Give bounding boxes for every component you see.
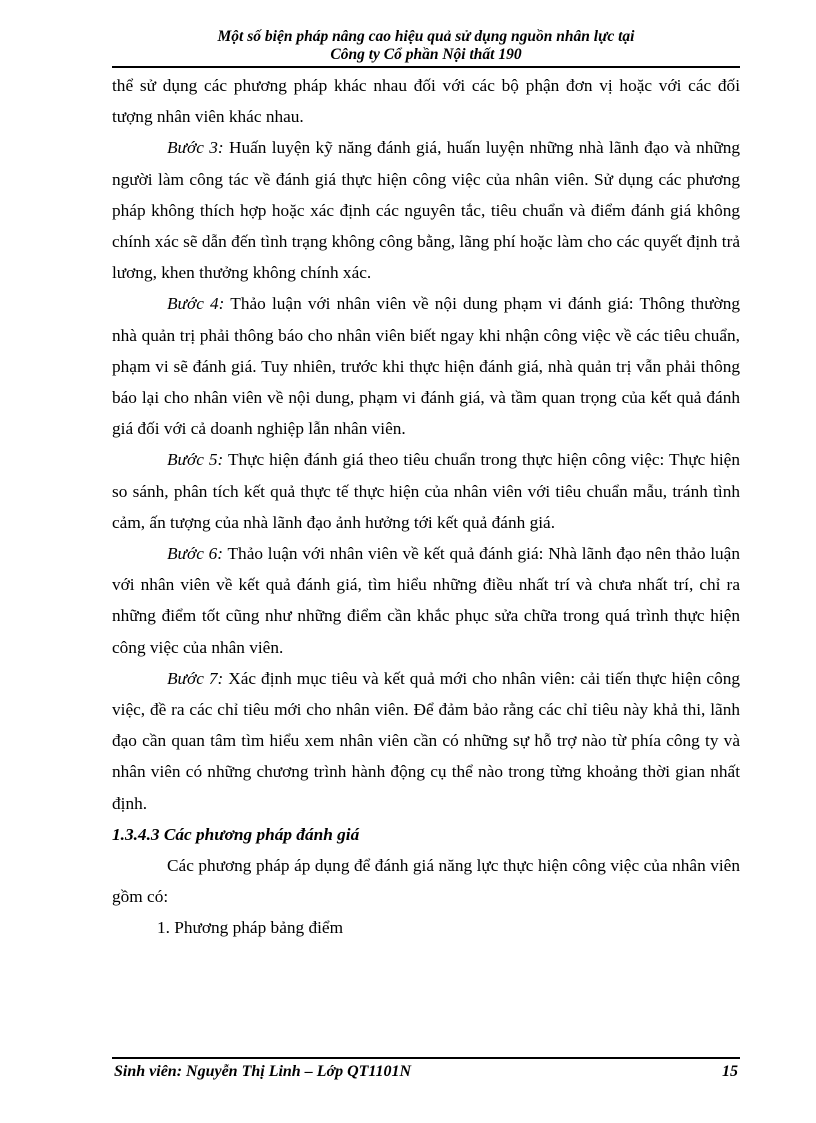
step-6-text: Thảo luận với nhân viên về kết quả đánh giá: Nhà lãnh đạo nên thảo luận với nhân viên về kết quả đánh giá, tìm hiểu những điều nhất trí và chưa nhất trí, chỉ ra những điểm tốt cũng như những điểm cần khắc phục sửa chữa trong quá trình thực hiện công việc của nhân viên. [112,544,740,657]
step-4-label: Bước 4: [167,294,225,314]
header-divider [112,66,740,68]
step-5-paragraph [112,444,740,538]
step-4-paragraph [112,288,740,444]
step-4-text: Thảo luận với nhân viên về nội dung phạm vi đánh giá: Thông thường nhà quản trị phải thông báo cho nhân viên biết ngay khi nhận công việc về các tiêu chuẩn, phạm vi sẽ đánh giá. Tuy nhiên, trước khi thực hiện đánh giá, nhà quản trị vẫn phải thông báo lại cho nhân viên về nội dung, phạm vi đánh giá, và tầm quan trọng của kết quả đánh giá đối với cả doanh nghiệp lẫn nhân viên. [112,294,740,439]
footer-author: Sinh viên: Nguyễn Thị Linh – Lớp QT1101N [114,1063,412,1080]
footer-divider [112,1057,740,1059]
step-5-label: Bước 5: [167,450,224,470]
step-7-label: Bước 7: [167,668,224,688]
step-6-paragraph [112,538,740,663]
step-3-text: Huấn luyện kỹ năng đánh giá, huấn luyện những nhà lãnh đạo và những người làm công tác về đánh giá thực hiện công việc của nhân viên. Sử dụng các phương pháp không thích hợp hoặc xác định các nguyên tắc, tiêu chuẩn và điểm đánh giá không chính xác sẽ dẫn đến tình trạng không công bằng, lãng phí hoặc làm cho các quyết định trả lương, khen thưởng không chính xác. [112,138,740,283]
step-7-text: Xác định mục tiêu và kết quả mới cho nhân viên: cải tiến thực hiện công việc, đề ra các chỉ tiêu mới cho nhân viên. Để đảm bảo rằng các chỉ tiêu này khả thi, lãnh đạo cần quan tâm tìm hiểu xem nhân viên cần có những sự hỗ trợ nào từ phía công ty và nhân viên có những chương trình hành động cụ thể nào trong từng khoảng thời gian nhất định. [112,668,740,813]
step-3-label: Bước 3: [167,138,224,158]
page-header [112,28,740,64]
step-6-label: Bước 6: [167,544,224,564]
section-heading: 1.3.4.3 Các phương pháp đánh giá [112,824,360,844]
document-body [112,70,740,944]
step-7-paragraph [112,663,740,819]
step-3-paragraph [112,132,740,288]
header-title-line-2: Công ty Cổ phần Nội thất 190 [330,46,522,63]
page-number: 15 [722,1063,738,1080]
step-5-text: Thực hiện đánh giá theo tiêu chuẩn trong thực hiện công việc: Thực hiện so sánh, phân tích kết quả thực tế thực hiện của nhân viên với tiêu chuẩn mẫu, tránh tình cảm, ấn tượng của nhà lãnh đạo ảnh hưởng tới kết quả đánh giá. [112,450,740,532]
intro-paragraph: thể sử dụng các phương pháp khác nhau đối với các bộ phận đơn vị hoặc với các đối tượng nhân viên khác nhau. [112,76,740,127]
list-item: 1. Phương pháp bảng điểm [157,918,344,938]
section-intro-paragraph: Các phương pháp áp dụng để đánh giá năng lực thực hiện công việc của nhân viên gồm có: [112,856,740,907]
header-title-line-1: Một số biện pháp nâng cao hiệu quả sử dụng nguồn nhân lực tại [217,28,635,45]
